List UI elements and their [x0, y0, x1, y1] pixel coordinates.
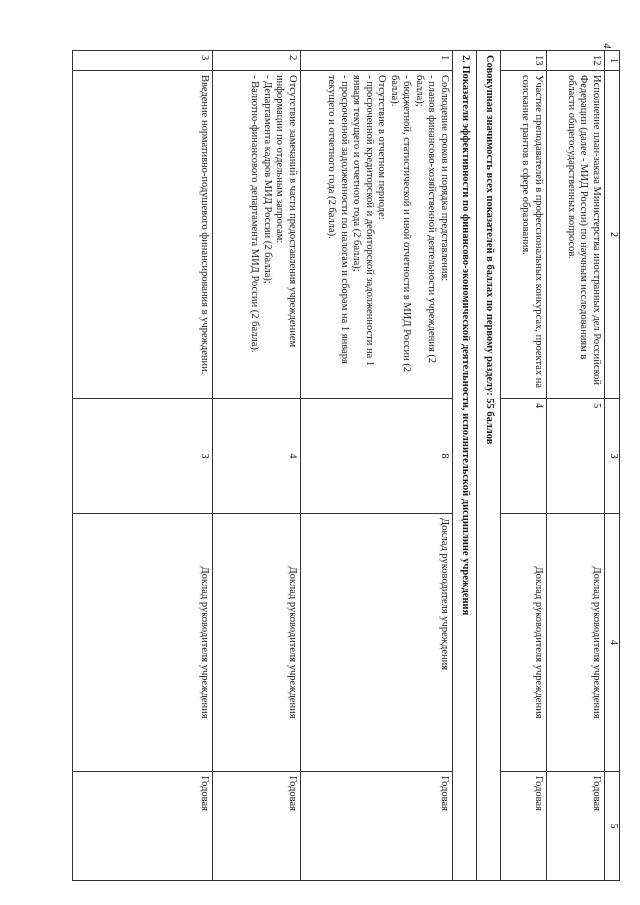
indicator-text: Введение нормативно-подушевого финансирования в учреждении. — [73, 71, 213, 399]
source-text: Доклад руководителя учреждения — [501, 514, 547, 772]
row-number: 12 — [547, 51, 605, 71]
total-line: Совокупная значимость всех показателей в баллах по первому разделу: 55 баллов — [477, 51, 501, 881]
table-row — [501, 51, 547, 881]
points-value: 8 — [301, 399, 453, 514]
total-row — [477, 51, 501, 881]
row-number: 13 — [501, 51, 547, 71]
header-row — [605, 51, 620, 881]
source-text: Доклад руководителя учреждения — [73, 514, 213, 772]
period-text: Годовая — [213, 772, 301, 881]
section-2-title: 2. Показатели эффективности по финансово-экономической деятельности, исполнительской дисциплине учреждения — [453, 51, 477, 881]
page-number: 4 — [600, 43, 613, 49]
source-text: Доклад руководителя учреждения — [301, 514, 453, 772]
section-title-row — [453, 51, 477, 881]
indicator-text: Исполнение план-заказа Министерства иностранных дел Российской Федерации (далее - МИД России) по научным исследованиям в области общегосударственных вопросов. — [547, 71, 605, 399]
indicator-text: Участие преподавателей в профессиональных конкурсах, проектах на соискание грантов в сфере образования. — [501, 71, 547, 399]
points-value: 4 — [501, 399, 547, 514]
header-cell: 1 — [605, 51, 620, 71]
row-number: 1 — [301, 51, 453, 71]
period-text: Годовая — [301, 772, 453, 881]
row-number: 2 — [213, 51, 301, 71]
table-row — [73, 51, 213, 881]
points-value: 3 — [73, 399, 213, 514]
header-cell: 4 — [605, 514, 620, 772]
period-text: Годовая — [501, 772, 547, 881]
points-value: 4 — [213, 399, 301, 514]
indicators-table — [72, 50, 620, 881]
points-value: 5 — [547, 399, 605, 514]
indicator-text: Соблюдение сроков и порядка представления: - планов финансово-хозяйственной деятельности учреждения (2 балла); - бюджетной, статистической и иной отчетности в МИД России (2 балла). Отсутствие в отчетном периоде: - просроченной кредиторской и дебиторской задолженности на 1 января текущего и отчетного года (2 балла); - просроченной задолженности по налогам и сборам на 1 января текущего и отчетного года (2 балла). — [301, 71, 453, 399]
header-cell: 5 — [605, 772, 620, 881]
period-text: Годовая — [547, 772, 605, 881]
source-text: Доклад руководителя учреждения — [213, 514, 301, 772]
rotated-table-region — [72, 50, 620, 880]
source-text: Доклад руководителя учреждения — [547, 514, 605, 772]
header-cell: 2 — [605, 71, 620, 399]
table-row — [547, 51, 605, 881]
row-number: 3 — [73, 51, 213, 71]
table-row — [213, 51, 301, 881]
period-text: Годовая — [73, 772, 213, 881]
indicator-text: Отсутствие замечаний в части предоставления учреждением информации по отдельным запросам: - Департамента кадров МИД России (2 балла); - Валютно-финансового департамента МИД России (2 балла). — [213, 71, 301, 399]
table-row — [301, 51, 453, 881]
header-cell: 3 — [605, 399, 620, 514]
